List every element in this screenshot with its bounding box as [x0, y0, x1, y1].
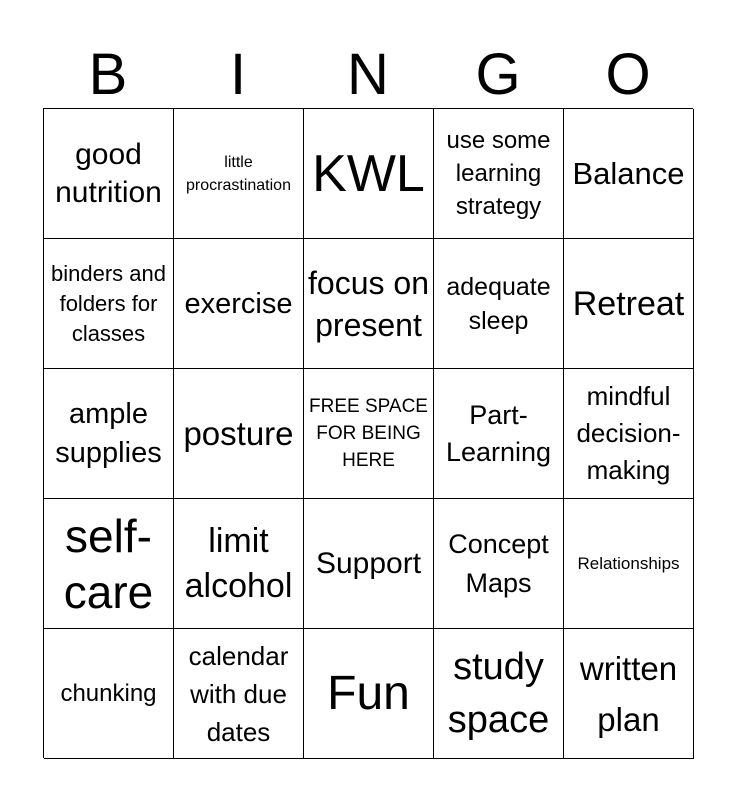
cell-text: Retreat: [572, 284, 685, 323]
bingo-cell: [564, 239, 694, 369]
cell-text: Fun: [327, 666, 410, 720]
cell-text: adequate sleep: [446, 272, 551, 335]
cell-text: Part-Learning: [445, 399, 552, 467]
cell-text: KWL: [312, 144, 425, 203]
free-space-text: FREE SPACE FOR BEING HERE: [309, 396, 428, 471]
cell-text: mindful decision-making: [576, 381, 681, 485]
cell-text: posture: [183, 414, 294, 452]
cell-text: written plan: [579, 649, 678, 738]
header-letter-b: B: [88, 42, 128, 107]
cell-text: use some learning strategy: [446, 127, 551, 220]
bingo-cell: [174, 109, 304, 239]
cell-text: binders and folders for classes: [51, 260, 166, 346]
bingo-cell: [304, 629, 434, 759]
cell-text: Support: [315, 546, 422, 580]
cell-text: good nutrition: [55, 137, 162, 209]
cell-text: calendar with due dates: [188, 640, 289, 747]
cell-text: study space: [447, 645, 550, 741]
bingo-cell: [174, 629, 304, 759]
header-letter-g: G: [475, 42, 521, 107]
bingo-cell: [564, 109, 694, 239]
bingo-cell: [304, 239, 434, 369]
cell-text: chunking: [60, 679, 157, 707]
cell-text: Balance: [572, 155, 685, 191]
bingo-cell: [44, 499, 174, 629]
bingo-board: [43, 108, 693, 758]
bingo-header: [43, 42, 693, 108]
bingo-cell: [44, 369, 174, 499]
bingo-cell: [564, 499, 694, 629]
cell-text: self-care: [63, 509, 154, 618]
bingo-cell: [174, 499, 304, 629]
bingo-cell: [44, 629, 174, 759]
cell-text: exercise: [184, 287, 293, 320]
cell-text: little procrastination: [186, 153, 291, 194]
cell-text: ample supplies: [55, 397, 162, 469]
bingo-cell: [434, 629, 564, 759]
header-letter-n: N: [347, 42, 389, 107]
bingo-cell: [304, 109, 434, 239]
bingo-cell: [564, 629, 694, 759]
header-letter-i: I: [229, 42, 247, 107]
cell-text: Relationships: [577, 553, 680, 573]
cell-text: limit alcohol: [184, 521, 293, 605]
bingo-cell: [434, 369, 564, 499]
bingo-cell: [174, 369, 304, 499]
bingo-cell: [174, 239, 304, 369]
cell-text: Concept Maps: [448, 528, 549, 598]
free-space-cell: [304, 369, 434, 499]
bingo-cell: [434, 239, 564, 369]
bingo-cell: [564, 369, 694, 499]
bingo-cell: [44, 109, 174, 239]
cell-text: focus on present: [308, 264, 429, 343]
bingo-cell: [434, 109, 564, 239]
bingo-cell: [44, 239, 174, 369]
bingo-cell: [304, 499, 434, 629]
bingo-cell: [434, 499, 564, 629]
header-letter-o: O: [605, 42, 651, 107]
